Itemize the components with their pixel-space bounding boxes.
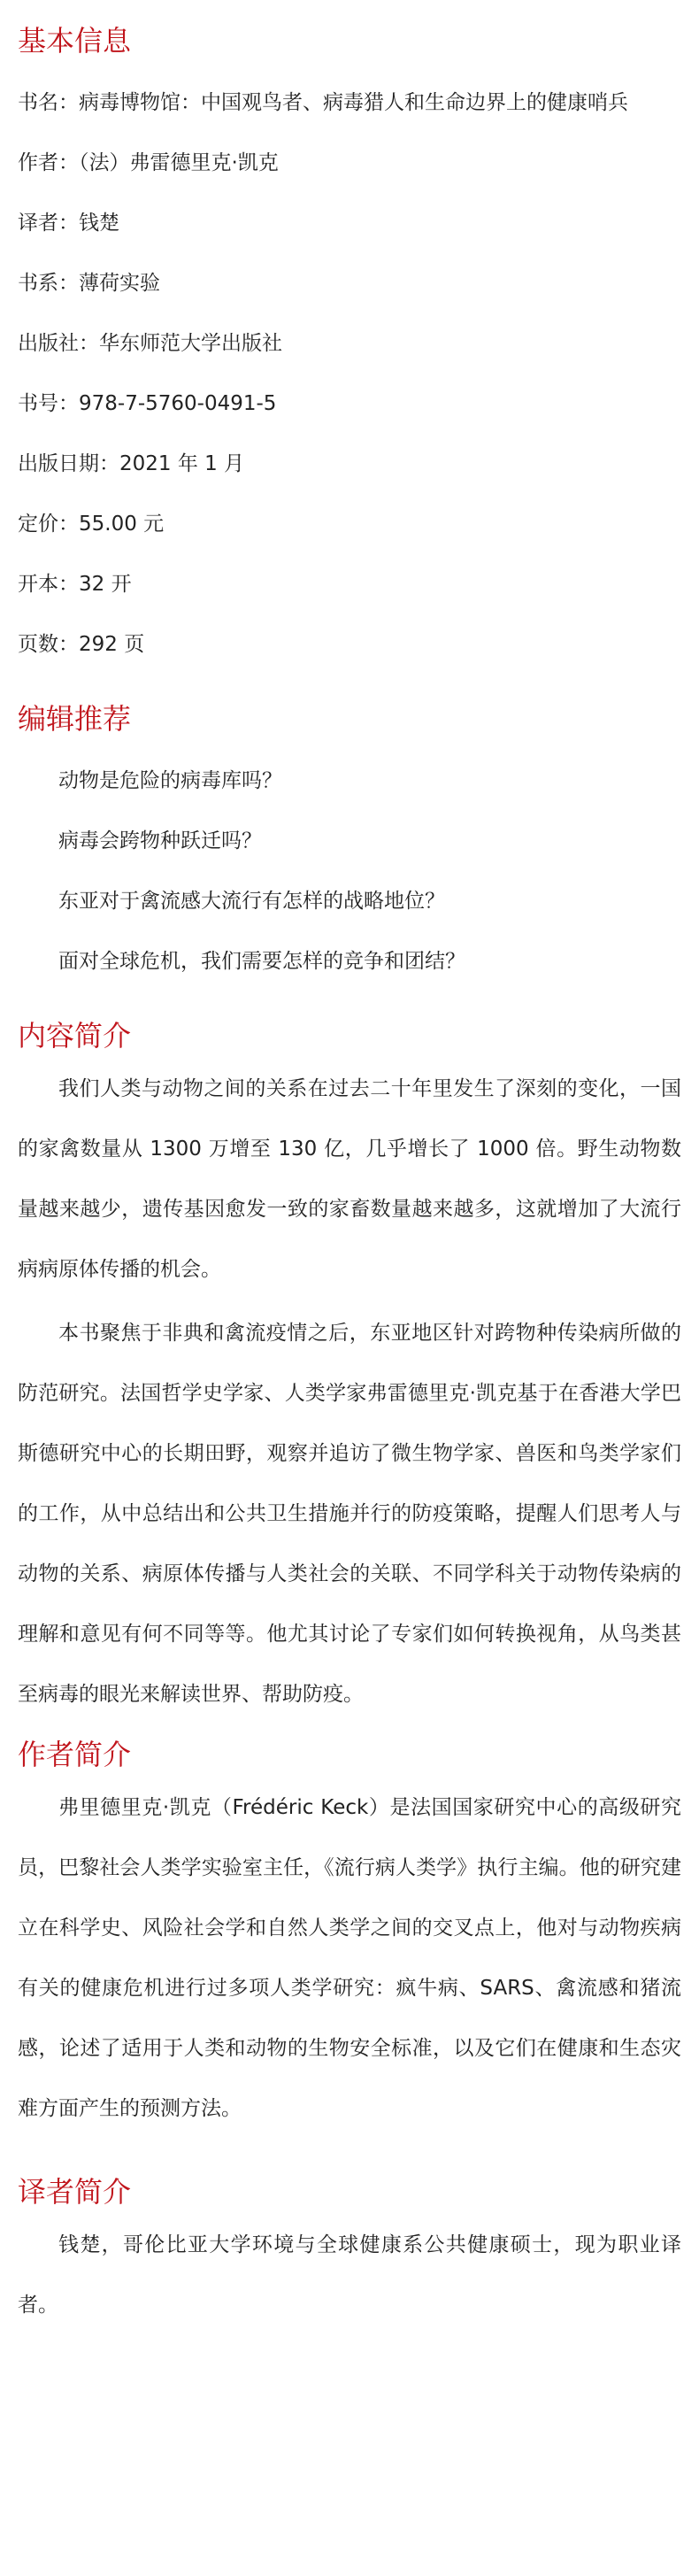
info-item-translator: 译者：钱楚: [18, 212, 119, 235]
summary-paragraph: 本书聚焦于非典和禽流疫情之后，东亚地区针对跨物种传染病所做的防范研究。法国哲学史学家、人类学家弗雷德里克·凯克基于在香港大学巴斯德研究中心的长期田野，观察并追访了微生物学家、兽医和鸟类学家们的工作，从中总结出和公共卫生措施并行的防疫策略，提醒人们思考人与动物的关系、病原体传播与人类社会的关联、不同学科关于动物传染病的理解和意见有何不同等等。他尤其讨论了专家们如何转换视角，从鸟类甚至病毒的眼光来解读世界、帮助防疫。: [18, 1322, 681, 1706]
summary-paragraph: 我们人类与动物之间的关系在过去二十年里发生了深刻的变化，一国的家禽数量从 1300 万增至 130 亿，几乎增长了 1000 倍。野生动物数量越来越少，遗传基因愈发一致的家畜数量越来越多，这就增加了大流行病病原体传播的机会。: [18, 1077, 681, 1281]
info-item-isbn: 书号：978-7-5760-0491-5: [18, 392, 277, 415]
info-item-pages: 页数：292 页: [18, 633, 145, 656]
recommend-item: 东亚对于禽流感大流行有怎样的战略地位？: [58, 890, 445, 913]
info-item-price: 定价：55.00 元: [18, 513, 165, 536]
basic-info-section: [18, 23, 681, 662]
info-item-date: 出版日期：2021 年 1 月: [18, 452, 245, 475]
recommend-section: [18, 701, 681, 979]
info-item-publisher: 出版社：华东师范大学出版社: [18, 332, 282, 355]
recommend-item: 病毒会跨物种跃迁吗？: [58, 829, 262, 852]
translator-title: 译者简介: [18, 2175, 132, 2209]
translator-section: [18, 2174, 681, 2335]
summary-title: 内容简介: [18, 1019, 132, 1053]
translator-paragraph: 钱楚，哥伦比亚大学环境与全球健康系公共健康硕士，现为职业译者。: [18, 2233, 681, 2317]
info-item-author: 作者：（法）弗雷德里克·凯克: [18, 151, 279, 174]
author-section: [18, 1737, 681, 2139]
recommend-title: 编辑推荐: [18, 702, 132, 736]
info-item-series: 书系：薄荷实验: [18, 272, 160, 295]
author-paragraph: 弗里德里克·凯克（Frédéric Keck）是法国国家研究中心的高级研究员，巴黎社会人类学实验室主任，《流行病人类学》执行主编。他的研究建立在科学史、风险社会学和自然人类学之间的交叉点上，他对与动物疾病有关的健康危机进行过多项人类学研究：疯牛病、SARS、禽流感和猪流感，论述了适用于人类和动物的生物安全标准，以及它们在健康和生态灾难方面产生的预测方法。: [18, 1796, 681, 2120]
recommend-item: 面对全球危机，我们需要怎样的竞争和团结？: [58, 950, 465, 973]
recommend-list: [18, 763, 681, 979]
recommend-item: 动物是危险的病毒库吗？: [58, 769, 282, 792]
info-item-format: 开本：32 开: [18, 573, 132, 596]
summary-section: [18, 1018, 681, 1724]
author-title: 作者简介: [18, 1738, 132, 1771]
basic-info-title: 基本信息: [18, 24, 132, 58]
basic-info-list: [18, 85, 681, 662]
info-item-title: 书名：病毒博物馆：中国观鸟者、病毒猎人和生命边界上的健康哨兵: [18, 91, 628, 114]
